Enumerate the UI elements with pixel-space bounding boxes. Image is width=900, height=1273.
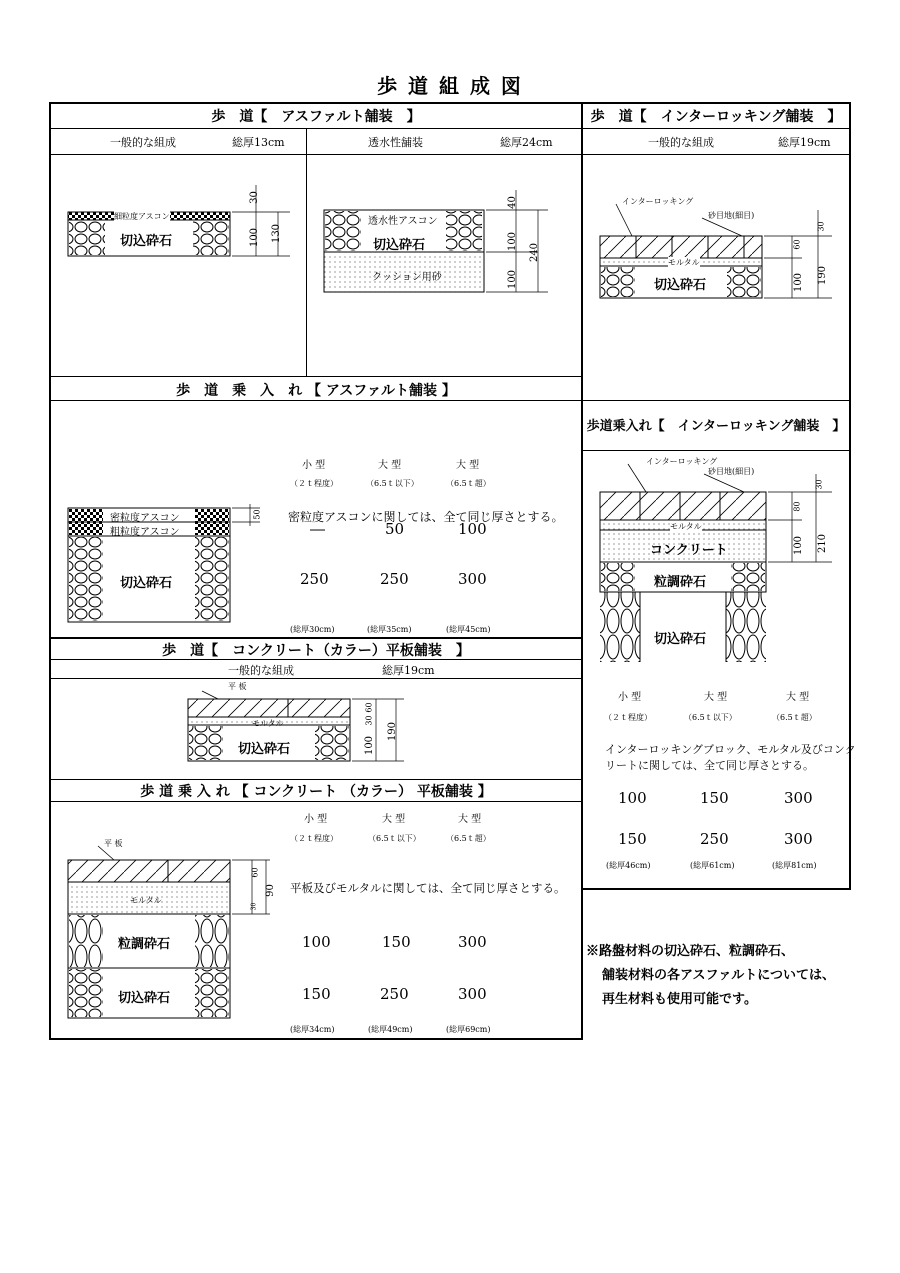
concrete-dim-190: 190 — [387, 721, 399, 742]
ie-note-line1: インターロッキングブロック、モルタル及びコンク — [605, 743, 856, 756]
ie-total-b: (総厚61cm) — [690, 861, 735, 870]
ce-total-c: (総厚69cm) — [446, 1025, 491, 1034]
ae-dim-50: 50 — [252, 509, 262, 520]
ie-crushed-label: 切込砕石 — [654, 632, 707, 647]
ae-total-a: (総厚30cm) — [290, 625, 335, 634]
concrete-dim-30: 30 — [364, 715, 374, 726]
ie-row2-b: 250 — [700, 830, 729, 848]
permeable-dim-100a: 100 — [507, 231, 519, 252]
ie-row2-c: 300 — [784, 830, 813, 848]
ie-row1-a: 100 — [618, 789, 647, 807]
interlocking-entry-header: 歩道乗入れ【 インターロッキング舗装 】 — [586, 419, 846, 434]
ie-row1-c: 300 — [784, 789, 813, 807]
ce-total-a: (総厚34cm) — [290, 1025, 335, 1034]
ae-sub-large2: （6.5ｔ超） — [446, 479, 491, 488]
ce-col-large2: 大 型 — [458, 814, 482, 825]
interlocking-dim-100: 100 — [793, 272, 805, 293]
interlocking-general-label: 一般的な組成 — [648, 136, 714, 149]
ie-dim-80: 80 — [792, 501, 802, 512]
ie-mortar-label: モルタル — [670, 522, 702, 531]
asphalt-permeable-total: 総厚24cm — [500, 136, 553, 149]
asphalt-entry-header: 歩 道 乗 入 れ 【 アスファルト舗装 】 — [176, 383, 456, 399]
ie-col-small: 小 型 — [618, 692, 642, 703]
interlocking-mortar-label: モルタル — [668, 258, 700, 267]
ae-coarse-label: 粗粒度アスコン — [110, 527, 180, 538]
interlocking-crushed-label: 切込砕石 — [654, 278, 707, 293]
ae-row2-c: 300 — [458, 570, 487, 588]
footnote-line2: 舗装材料の各アスファルトについては、 — [602, 968, 835, 983]
interlocking-dim-30: 30 — [816, 221, 826, 232]
interlocking-general-total: 総厚19cm — [778, 136, 831, 149]
ie-concrete-label: コンクリート — [650, 543, 728, 558]
permeable-dim-100b: 100 — [507, 269, 519, 290]
ce-mortar-label: モルタル — [130, 896, 162, 905]
footnote-line1: ※路盤材料の切込砕石、粒調砕石、 — [586, 944, 795, 959]
ie-dim-100: 100 — [793, 535, 805, 556]
ae-row1-a: ― — [310, 520, 325, 538]
ie-sub-large1: （6.5ｔ以下） — [684, 713, 737, 722]
ae-sub-small: （２ｔ程度） — [290, 479, 338, 488]
permeable-asphalt-label: 透水性アスコン — [368, 212, 438, 227]
ce-note: 平板及びモルタルに関しては、全て同じ厚さとする。 — [290, 881, 566, 895]
asphalt-header: 歩 道【 アスファルト舗装 】 — [211, 109, 421, 125]
asphalt-fine-label: 細粒度アスコン — [114, 212, 170, 221]
ie-dim-210: 210 — [817, 533, 829, 554]
ce-total-b: (総厚49cm) — [368, 1025, 413, 1034]
ce-dim-90: 90 — [264, 884, 276, 897]
interlocking-block-label: インターロッキング — [622, 197, 694, 206]
interlocking-dim-190: 190 — [817, 265, 829, 286]
ce-row2-c: 300 — [458, 985, 487, 1003]
ae-col-large2: 大 型 — [456, 460, 480, 471]
ie-row2-a: 150 — [618, 830, 647, 848]
concrete-crushed-label: 切込砕石 — [238, 742, 291, 757]
ce-row2-a: 150 — [302, 985, 331, 1003]
ce-sub-small: （２ｔ程度） — [290, 834, 338, 843]
concrete-entry-header: 歩 道 乗 入 れ 【 コンクリート （カラー） 平板舗装 】 — [140, 784, 492, 800]
ae-dense-label: 密粒度アスコン — [110, 513, 180, 524]
ce-crushed-label: 切込砕石 — [118, 991, 171, 1006]
ae-crushed-label: 切込砕石 — [120, 576, 173, 591]
asphalt-permeable-diagram — [318, 190, 558, 305]
ie-col-large2: 大 型 — [786, 692, 810, 703]
ce-col-large1: 大 型 — [382, 814, 406, 825]
concrete-general-total: 総厚19cm — [382, 664, 435, 677]
footnote-line3: 再生材料も使用可能です。 — [602, 992, 757, 1007]
cushion-sand-label: クッション用砂 — [372, 272, 442, 283]
concrete-dim-60: 60 — [364, 702, 374, 713]
asphalt-general-label: 一般的な組成 — [110, 136, 176, 149]
ae-sub-large1: （6.5ｔ以下） — [366, 479, 419, 488]
ie-sub-small: （２ｔ程度） — [604, 713, 652, 722]
concrete-header: 歩 道【 コンクリート（カラー）平板舗装 】 — [162, 643, 470, 659]
interlocking-sand-label: 砂目地(細目) — [708, 211, 755, 220]
concrete-general-diagram — [180, 685, 410, 770]
asphalt-permeable-label: 透水性舗装 — [368, 136, 423, 149]
ie-row1-b: 150 — [700, 789, 729, 807]
ce-row2-b: 250 — [380, 985, 409, 1003]
ie-col-large1: 大 型 — [704, 692, 728, 703]
concrete-mortar-label: モルタル — [252, 719, 284, 728]
ie-block-label: インターロッキング — [646, 457, 718, 466]
ae-col-small: 小 型 — [302, 460, 326, 471]
ce-dim-60: 60 — [250, 867, 260, 878]
concrete-general-label: 一般的な組成 — [228, 664, 294, 677]
ce-sub-large1: （6.5ｔ以下） — [368, 834, 421, 843]
ae-row1-b: 50 — [385, 520, 405, 538]
asphalt-dim-130: 130 — [271, 223, 283, 244]
ce-col-small: 小 型 — [304, 814, 328, 825]
asphalt-general-diagram — [60, 185, 300, 265]
ie-sand-label: 砂目地(細目) — [708, 467, 755, 476]
interlocking-header: 歩 道【 インターロッキング舗装 】 — [590, 109, 842, 125]
ie-total-a: (総厚46cm) — [606, 861, 651, 870]
ae-col-large1: 大 型 — [378, 460, 402, 471]
interlocking-entry-diagram — [592, 452, 842, 667]
ie-total-c: (総厚81cm) — [772, 861, 817, 870]
ae-total-b: (総厚35cm) — [367, 625, 412, 634]
ce-gravel-label: 粒調砕石 — [118, 937, 171, 952]
ae-row1-c: 100 — [458, 520, 487, 538]
ae-row2-a: 250 — [300, 570, 329, 588]
concrete-dim-100: 100 — [364, 735, 376, 756]
page-title: 歩 道 組 成 図 — [377, 74, 523, 98]
ce-slab-label: 平 板 — [104, 839, 123, 848]
ie-dim-30: 30 — [814, 479, 824, 490]
ce-sub-large2: （6.5ｔ超） — [446, 834, 491, 843]
ce-row1-a: 100 — [302, 933, 331, 951]
ae-total-c: (総厚45cm) — [446, 625, 491, 634]
permeable-dim-240: 240 — [529, 242, 541, 263]
interlocking-dim-60: 60 — [792, 239, 802, 250]
ie-sub-large2: （6.5ｔ超） — [772, 713, 817, 722]
concrete-slab-label: 平 板 — [228, 682, 247, 691]
ce-dim-30: 30 — [250, 902, 258, 911]
ie-note-line2: リートに関しては、全て同じ厚さとする。 — [605, 759, 814, 772]
asphalt-general-total: 総厚13cm — [232, 136, 285, 149]
asphalt-dim-100: 100 — [249, 227, 261, 248]
ae-row2-b: 250 — [380, 570, 409, 588]
ae-note: 密粒度アスコンに関しては、全て同じ厚さとする。 — [288, 510, 564, 524]
ce-row1-b: 150 — [382, 933, 411, 951]
permeable-crushed-label: 切込砕石 — [373, 238, 426, 253]
interlocking-general-diagram — [592, 190, 842, 305]
permeable-dim-40: 40 — [506, 196, 518, 209]
asphalt-crushed-label: 切込砕石 — [120, 234, 173, 249]
ce-row1-c: 300 — [458, 933, 487, 951]
asphalt-dim-30: 30 — [248, 191, 260, 204]
ie-gravel-label: 粒調砕石 — [654, 575, 707, 590]
